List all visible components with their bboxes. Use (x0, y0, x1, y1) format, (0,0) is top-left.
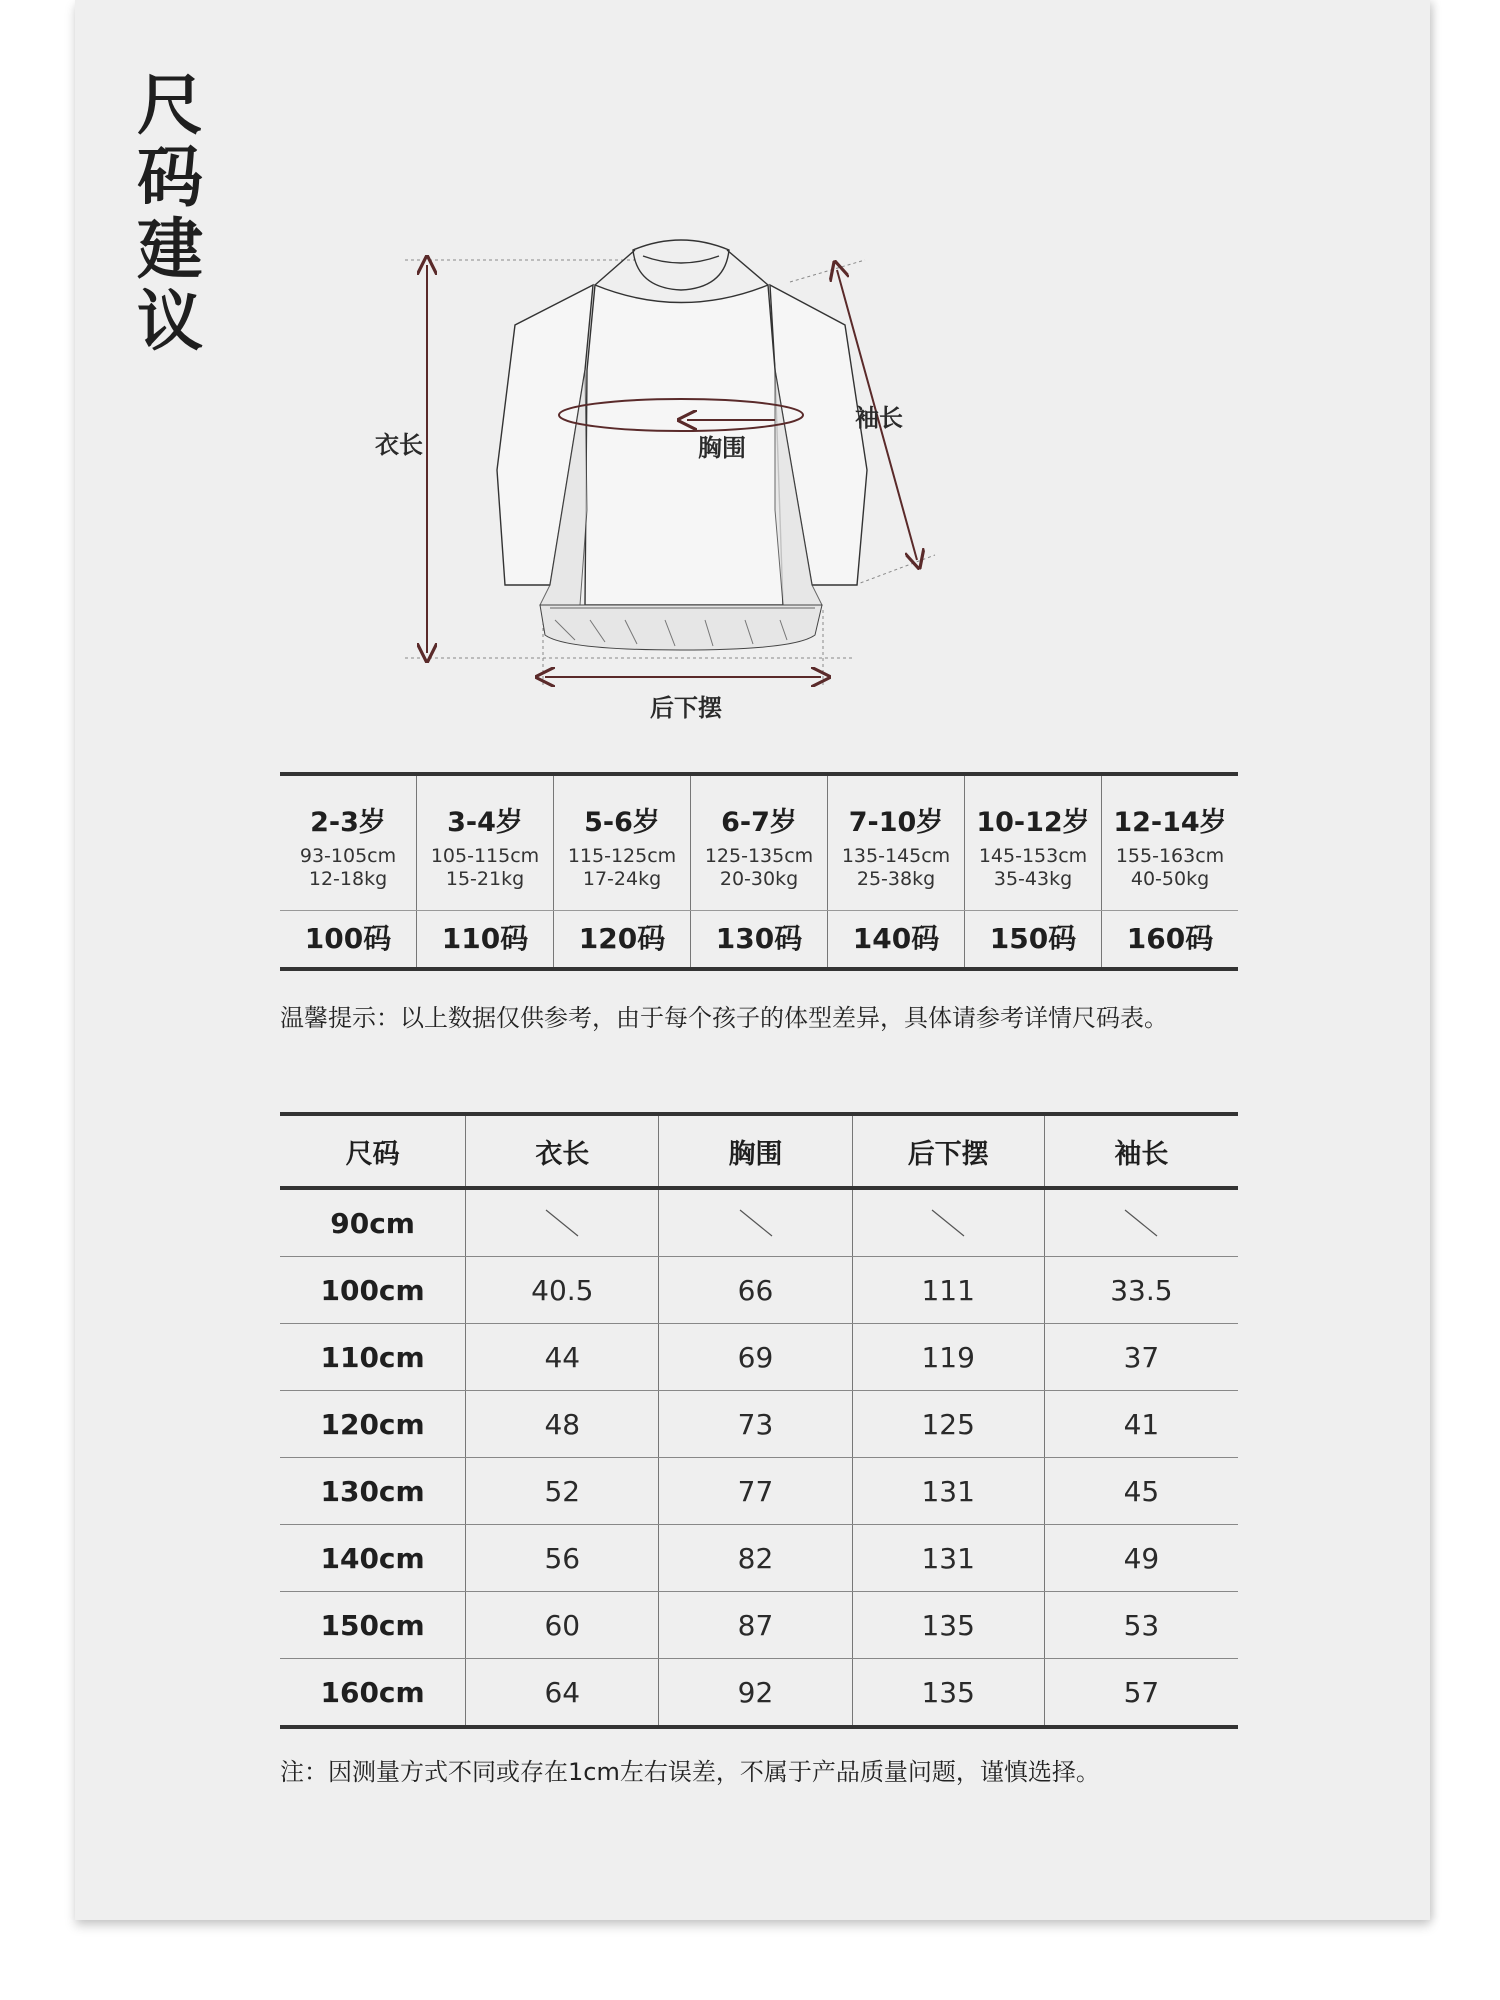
size-cell: 120码 (554, 911, 691, 967)
sleeve-cell: 33.5 (1110, 1273, 1173, 1307)
age-size-table (280, 772, 1238, 971)
size-cell: 130cm (280, 1458, 466, 1524)
shirt-illustration (375, 210, 1215, 750)
weight-range: 35-43kg (993, 868, 1073, 890)
age-label: 7-10岁 (848, 807, 944, 838)
page-title: 尺码建议 (137, 67, 203, 360)
length-cell: 40.5 (466, 1257, 659, 1323)
weight-range: 12-18kg (308, 868, 388, 890)
empty-cell-slash (1045, 1190, 1238, 1256)
sleeve-cell: 57 (1123, 1675, 1160, 1709)
slash-mark (544, 1208, 580, 1238)
sleeve-cell: 53 (1123, 1608, 1160, 1642)
chest-cell: 77 (659, 1458, 852, 1524)
length-cell: 52 (466, 1458, 659, 1524)
hem-cell: 135 (853, 1659, 1045, 1725)
label-chest: 胸围 (698, 434, 746, 462)
height-range: 145-153cm (978, 845, 1088, 867)
age-label: 6-7岁 (721, 807, 797, 838)
empty-cell-slash (466, 1190, 659, 1256)
table-row (280, 1659, 1238, 1725)
hem-cell: 119 (853, 1324, 1045, 1390)
slash-mark (1123, 1208, 1159, 1238)
table-row (280, 1324, 1238, 1391)
table-row (280, 1190, 1238, 1257)
table-body (280, 1190, 1238, 1725)
sleeve-guide-bottom (855, 555, 935, 585)
table-row (280, 1525, 1238, 1592)
age-cell (280, 776, 417, 910)
empty-cell-slash (853, 1190, 1045, 1256)
size-cell: 110cm (280, 1324, 466, 1390)
weight-range: 17-24kg (582, 868, 662, 890)
age-cell (828, 776, 965, 910)
height-range: 125-135cm (704, 845, 814, 867)
height-range: 135-145cm (841, 845, 951, 867)
slash-mark (738, 1208, 774, 1238)
slash-mark (930, 1208, 966, 1238)
chest-cell: 69 (659, 1324, 852, 1390)
length-cell: 44 (466, 1324, 659, 1390)
chest-cell: 92 (659, 1659, 852, 1725)
size-cell: 110码 (417, 911, 554, 967)
sleeve-cell: 49 (1123, 1541, 1160, 1575)
chest-cell: 87 (659, 1592, 852, 1658)
size-cell: 140码 (828, 911, 965, 967)
length-cell: 56 (466, 1525, 659, 1591)
sleeve-cell: 41 (1123, 1407, 1160, 1441)
size-cell: 90cm (280, 1190, 466, 1256)
height-range: 155-163cm (1115, 845, 1225, 867)
shirt-outline (497, 240, 867, 605)
size-cell: 150码 (965, 911, 1102, 967)
length-cell: 60 (466, 1592, 659, 1658)
height-range: 115-125cm (567, 845, 677, 867)
age-label: 5-6岁 (584, 807, 660, 838)
garment-diagram (375, 210, 1215, 750)
hem-cell: 125 (853, 1391, 1045, 1457)
header-length: 衣长 (466, 1116, 659, 1186)
size-cell: 100码 (280, 911, 417, 967)
hem-cell: 131 (853, 1525, 1045, 1591)
label-sleeve: 袖长 (855, 404, 903, 432)
height-range: 93-105cm (299, 845, 397, 867)
hem-cell: 131 (853, 1458, 1045, 1524)
size-cell: 160cm (280, 1659, 466, 1725)
sleeve-guide-top (790, 260, 865, 282)
hem-cell: 111 (853, 1257, 1045, 1323)
age-row (280, 776, 1238, 911)
empty-cell-slash (659, 1190, 852, 1256)
weight-range: 15-21kg (445, 868, 525, 890)
size-cell: 140cm (280, 1525, 466, 1591)
age-label: 2-3岁 (310, 807, 386, 838)
header-chest: 胸围 (659, 1116, 852, 1186)
size-cell: 120cm (280, 1391, 466, 1457)
measurement-table (280, 1112, 1238, 1729)
hem-cell: 135 (853, 1592, 1045, 1658)
size-row (280, 911, 1238, 967)
sleeve-cell: 37 (1123, 1340, 1160, 1374)
table-row (280, 1592, 1238, 1659)
age-cell (1102, 776, 1238, 910)
table-row (280, 1391, 1238, 1458)
header-sleeve: 袖长 (1114, 1138, 1169, 1170)
size-cell: 130码 (691, 911, 828, 967)
age-cell (417, 776, 554, 910)
weight-range: 25-38kg (856, 868, 936, 890)
chest-cell: 73 (659, 1391, 852, 1457)
weight-range: 40-50kg (1130, 868, 1210, 890)
chest-cell: 82 (659, 1525, 852, 1591)
label-length: 衣长 (375, 431, 423, 459)
weight-range: 20-30kg (719, 868, 799, 890)
size-cell: 150cm (280, 1592, 466, 1658)
chest-cell: 66 (659, 1257, 852, 1323)
tip-text: 温馨提示：以上数据仅供参考，由于每个孩子的体型差异，具体请参考详情尺码表。 (280, 1004, 1168, 1032)
age-cell (691, 776, 828, 910)
disclaimer-note: 注：因测量方式不同或存在1cm左右误差，不属于产品质量问题，谨慎选择。 (280, 1758, 1100, 1786)
length-cell: 48 (466, 1391, 659, 1457)
sleeve-cell: 45 (1123, 1474, 1160, 1508)
age-label: 10-12岁 (976, 807, 1090, 838)
length-cell: 64 (466, 1659, 659, 1725)
age-label: 12-14岁 (1113, 807, 1227, 838)
height-range: 105-115cm (430, 845, 540, 867)
age-cell (965, 776, 1102, 910)
age-cell (554, 776, 691, 910)
size-cell: 100cm (280, 1257, 466, 1323)
label-hem: 后下摆 (650, 694, 722, 722)
table-row (280, 1458, 1238, 1525)
header-hem: 后下摆 (853, 1116, 1045, 1186)
size-cell: 160码 (1126, 922, 1214, 955)
header-size: 尺码 (280, 1116, 466, 1186)
age-label: 3-4岁 (447, 807, 523, 838)
table-header (280, 1116, 1238, 1190)
table-row (280, 1257, 1238, 1324)
size-guide-card (75, 0, 1430, 1920)
